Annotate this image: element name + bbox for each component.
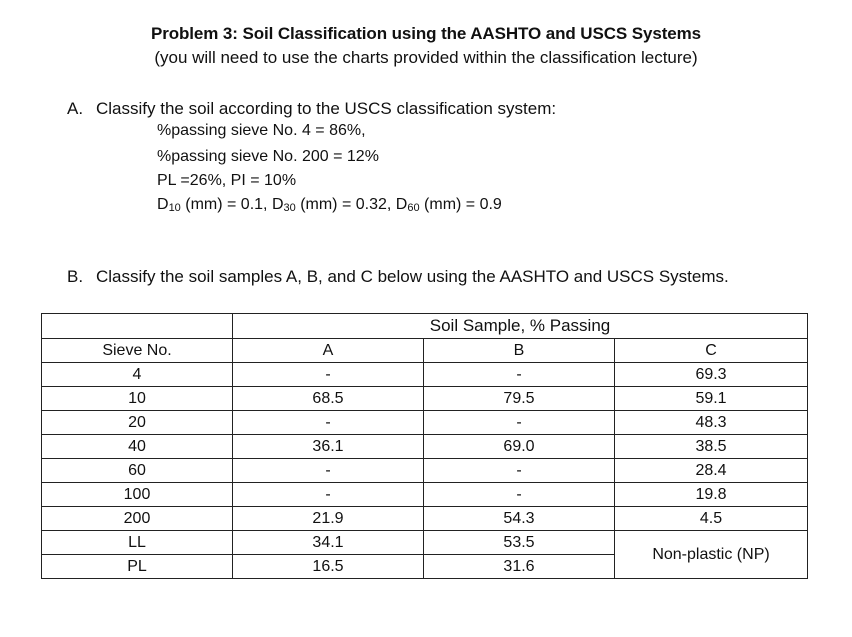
header-sieve: Sieve No. xyxy=(42,339,233,363)
header-b: B xyxy=(424,339,615,363)
group-header-cell: Soil Sample, % Passing xyxy=(233,314,808,339)
cell-a: 21.9 xyxy=(233,507,424,531)
cell-sieve: 4 xyxy=(42,363,233,387)
cell-a: 16.5 xyxy=(233,555,424,579)
cell-c: 4.5 xyxy=(615,507,808,531)
d30-symbol: D xyxy=(271,196,284,213)
table-row xyxy=(42,363,808,387)
cell-a: 68.5 xyxy=(233,387,424,411)
cell-b: - xyxy=(424,483,615,507)
cell-b: 31.6 xyxy=(424,555,615,579)
cell-sieve: 60 xyxy=(42,459,233,483)
d60-symbol: D xyxy=(395,196,408,213)
header-c: C xyxy=(615,339,808,363)
empty-header-cell xyxy=(42,314,233,339)
table-column-header-row xyxy=(42,339,808,363)
cell-c: 38.5 xyxy=(615,435,808,459)
soil-sample-table xyxy=(41,313,808,579)
param-pl-pi: PL =26%, PI = 10% xyxy=(157,172,297,189)
param-sieve-200: %passing sieve No. 200 = 12% xyxy=(157,148,379,165)
cell-c: 69.3 xyxy=(615,363,808,387)
d30-value: (mm) = 0.32, xyxy=(295,196,396,213)
param-d-values xyxy=(157,196,502,214)
problem-subtitle: (you will need to use the charts provided within the classification lecture) xyxy=(154,48,698,67)
table-row xyxy=(42,435,808,459)
cell-a: - xyxy=(233,411,424,435)
d30-subscript: 30 xyxy=(283,202,296,214)
table-row xyxy=(42,459,808,483)
cell-sieve: 20 xyxy=(42,411,233,435)
d10-symbol: D xyxy=(157,196,169,213)
param-sieve-4: %passing sieve No. 4 = 86%, xyxy=(157,122,366,139)
cell-sieve: LL xyxy=(42,531,233,555)
d60-subscript: 60 xyxy=(407,202,420,214)
cell-b: 54.3 xyxy=(424,507,615,531)
cell-sieve: 10 xyxy=(42,387,233,411)
d60-value: (mm) = 0.9 xyxy=(419,196,502,213)
d10-value: (mm) = 0.1, xyxy=(180,196,272,213)
section-a-heading xyxy=(67,99,556,119)
section-b-heading xyxy=(67,267,729,287)
cell-sieve: 200 xyxy=(42,507,233,531)
cell-sieve: 40 xyxy=(42,435,233,459)
cell-b: - xyxy=(424,459,615,483)
cell-b: - xyxy=(424,363,615,387)
cell-c: 59.1 xyxy=(615,387,808,411)
table-row xyxy=(42,531,808,555)
d10-subscript: 10 xyxy=(168,202,181,214)
section-b-text: Classify the soil samples A, B, and C below using the AASHTO and USCS Systems. xyxy=(96,267,729,286)
cell-sieve: 100 xyxy=(42,483,233,507)
cell-b: - xyxy=(424,411,615,435)
cell-c-non-plastic: Non-plastic (NP) xyxy=(615,531,808,579)
header-a: A xyxy=(233,339,424,363)
cell-a: - xyxy=(233,483,424,507)
cell-c: 48.3 xyxy=(615,411,808,435)
cell-b: 79.5 xyxy=(424,387,615,411)
problem-title: Problem 3: Soil Classification using the AASHTO and USCS Systems xyxy=(150,24,701,43)
section-a-text: Classify the soil according to the USCS classification system: xyxy=(96,99,557,118)
cell-c: 28.4 xyxy=(615,459,808,483)
table-row xyxy=(42,411,808,435)
cell-c: 19.8 xyxy=(615,483,808,507)
table-row xyxy=(42,507,808,531)
cell-sieve: PL xyxy=(42,555,233,579)
cell-b: 53.5 xyxy=(424,531,615,555)
section-a-letter: A. xyxy=(67,99,84,118)
cell-a: 36.1 xyxy=(233,435,424,459)
section-b-letter: B. xyxy=(67,267,84,286)
table-row xyxy=(42,483,808,507)
cell-a: - xyxy=(233,363,424,387)
cell-a: 34.1 xyxy=(233,531,424,555)
cell-a: - xyxy=(233,459,424,483)
table-row xyxy=(42,387,808,411)
table-group-header-row xyxy=(42,314,808,339)
cell-b: 69.0 xyxy=(424,435,615,459)
